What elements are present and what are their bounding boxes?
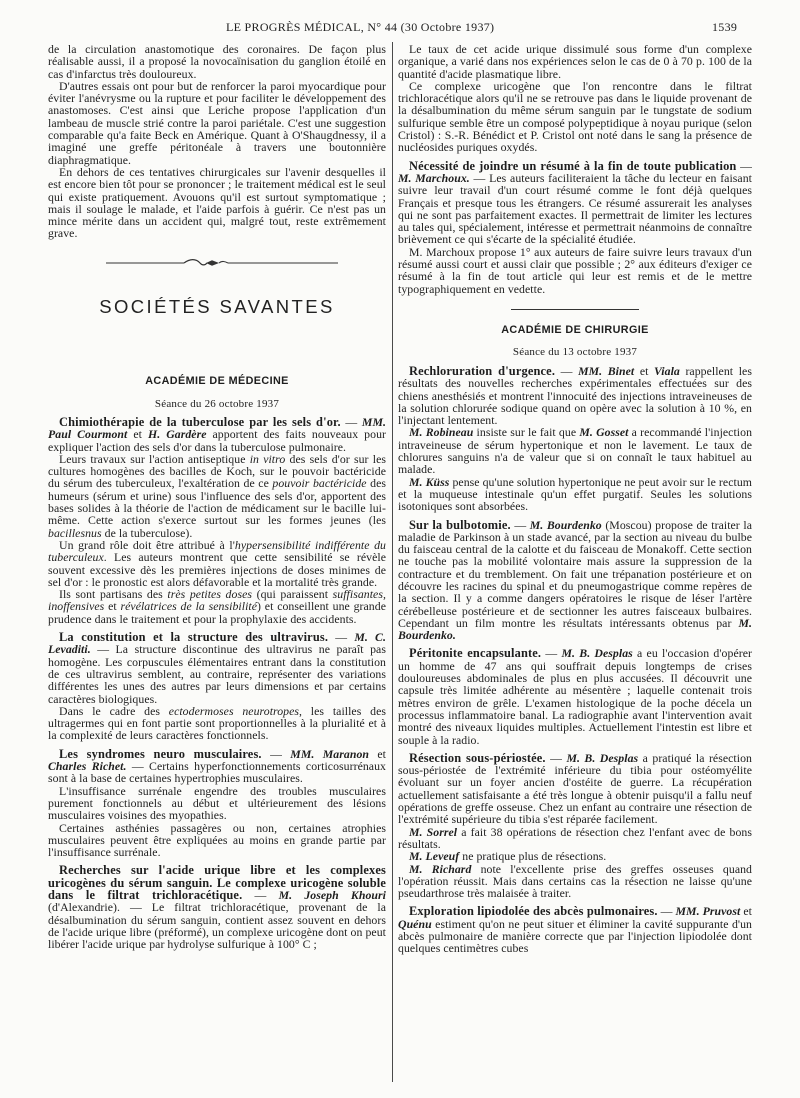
paragraph: [48, 539, 386, 588]
author-name: Viala: [654, 363, 680, 378]
paragraph: [398, 246, 752, 295]
article-title: Résection sous-périostée.: [409, 750, 546, 765]
section-title: SOCIÉTÉS SAVANTES: [99, 296, 335, 317]
paragraph-text: — La structure discontinue des ultravirus ne paraît pas homogène. Les corpuscules élémentaires entrant dans la constitution de ces ultravirus semblent, au contraire, représenter des variations différentes les unes des autres par leurs dimensions et par certains caractères biologiques.: [48, 642, 386, 706]
author-name: M. Leveuf: [409, 849, 460, 864]
paragraph: [398, 80, 752, 154]
paragraph-text: estiment qu'on ne peut situer et éliminer la cavité suppurante d'un abcès pulmonaire de manière correcte que par l'injection lipiodolée dont quelques centimètres cubes: [398, 916, 752, 956]
paragraph: [398, 752, 752, 826]
divider-flourish: [184, 260, 207, 265]
paragraph: [48, 822, 386, 859]
author-name: M. Joseph Khouri: [278, 887, 386, 902]
paragraph: [48, 705, 386, 742]
paragraph-text: . Les auteurs montrent que cette sensibilité se révèle souvent excessive dès les premières injections de doses minimes de sel d'or : le pronostic est alors défavorable et la mortalité très grande.: [48, 550, 386, 589]
paragraph-text: —: [510, 517, 530, 532]
paragraph-text: Un grand rôle doit être attribué à l': [59, 537, 235, 552]
paragraph-text: Leurs travaux sur l'action antiseptique: [59, 451, 250, 466]
paragraph-text: Ils sont partisans des: [59, 587, 168, 602]
paragraph-text: —: [328, 630, 355, 645]
author-name: MM. Binet: [578, 363, 635, 378]
author-name: M. Gosset: [579, 425, 629, 440]
paragraph-text: et: [104, 599, 121, 614]
divider-flourish: [219, 261, 228, 263]
author-name: M. Bourdenko.: [398, 615, 752, 643]
paragraph: [48, 43, 386, 80]
paragraph: [398, 863, 752, 900]
paragraph-text: En dehors de ces tentatives chirurgicales sur l'avenir desquelles il est encore bien tôt pour se prononcer ; le traitement médical est le seul qui existe pratiquement. Avouons qu'il est surtout symptomatique ; mais il soulage le malade, et l'aide parfois à guérir. Ce n'est pas un mince mérite dans un accident qui, malgré tout, reste extrêmement grave.: [48, 164, 386, 241]
emphasis-text: très petites doses: [167, 587, 253, 602]
paragraph-text: —: [736, 158, 753, 173]
paragraph-text: insiste sur le fait que: [473, 425, 580, 440]
paragraph-text: —: [340, 415, 362, 429]
paragraph-text: Le taux de cet acide urique dissimulé sous forme d'un complexe organique, a varié dans nos expériences selon le cas de 0 à 70 p. 100 de la quantité d'acide plasmatique libre.: [398, 42, 752, 81]
author-name: MM. Paul Courmont: [48, 415, 386, 442]
left-column-continuation: [48, 43, 386, 240]
emphasis-text: in vitro: [249, 451, 286, 466]
page-number: 1539: [712, 20, 738, 34]
author-name: M. Richard: [409, 861, 472, 876]
paragraph: [398, 519, 752, 642]
paragraph: [48, 80, 386, 166]
paragraph-text: (d'Alexandrie). — Le filtrat trichloracétique, provenant de la désalbumination du sérum sanguin, contient assez souvent en dehors de l'acide urique libre (préformé), un complexe uricogène dont on peut libérer l'acide urique par hydrolyse sulfurique à 100° C ;: [48, 900, 386, 952]
paragraph: [398, 905, 752, 954]
paragraph-text: et: [369, 746, 386, 761]
paragraph-text: et: [634, 363, 655, 378]
academy-heading: ACADÉMIE DE MÉDECINE: [145, 375, 289, 387]
author-name: M. B. Desplas: [561, 646, 633, 661]
author-name: M. Küss: [409, 474, 450, 489]
section-rule: [511, 309, 639, 310]
paragraph-text: des sels d'or sur les cultures homogènes des bacilles de Koch, sur le pouvoir bactéricide du sérum des tuberculeux, l'exaltération de ce: [48, 451, 387, 491]
column-rule: [392, 42, 393, 1082]
paragraph-text: a eu l'occasion d'opérer un homme de 47 ans qui souffrait depuis longtemps de crises douloureuses abdominales de plus en plus accusées. Il découvrit une capsule très limitée adhérente au mésentère ; laquelle contenait trois mètres environ de grêle. L'examen histologique de la poche décela un processus inflammatoire banal. La radiographie avant l'intervention avait montré des niveaux liquides multiples. Actuellement l'intestin est libre et souple à la radio.: [398, 646, 752, 747]
emphasis-text: suffisantes, inoffensives: [48, 587, 386, 614]
article-title: Rechloruration d'urgence.: [409, 363, 556, 378]
academy-reports: [48, 416, 386, 950]
paragraph-text: — Les auteurs faciliteraient la tâche du lecteur en faisant suivre leur travail d'un court résumé comme le font déjà quelques Français et presque tous les étrangers. Ce résumé assurerait les analyses qui ne sont pas parfaitement exactes. Il permettrait de limiter les lectures au tales qui, spécialement, intéresse et permettrait néanmoins de connaître brièvement ce qui s'écarte de la spécialité étudiée.: [398, 170, 752, 247]
author-name: M. Bourdenko: [529, 517, 602, 532]
author-name: Charles Richet.: [48, 759, 127, 774]
paragraph: [398, 43, 752, 80]
paragraph-text: —: [261, 746, 291, 761]
emphasis-text: pouvoir bactéricide: [272, 476, 367, 491]
paragraph-text: Certaines asthénies passagères ou non, certaines atrophies musculaires peuvent être expliquées au moins en grande partie par l'insuffisance surrénale.: [48, 820, 386, 860]
paragraph-text: —: [242, 887, 279, 902]
paragraph-text: —: [555, 363, 579, 378]
author-name: MM. Maranon: [290, 746, 369, 761]
paragraph: [398, 426, 752, 475]
emphasis-text: révélatrices de la sensibilité: [120, 599, 258, 614]
paragraph: [398, 826, 752, 851]
paragraph-text: a recommandé l'injection intraveineuse de sérum hypertonique et non le lavement. Le taux de chlorures sanguins n'a de valeur que si on connaît le taux habituel au malade.: [398, 425, 753, 477]
author-name: M. B. Desplas: [566, 750, 639, 765]
paragraph: [48, 631, 386, 705]
paragraph-text: de la circulation anastomotique des coronaires. De façon plus réalisable aussi, il a proposé la novocaïnisation du ganglion étoilé en cas d'infarctus très douloureux.: [48, 42, 386, 81]
paragraph-text: M. Marchoux propose 1° aux auteurs de faire suivre leurs travaux d'un résumé aussi court et aussi clair que possible ; 2° aux éditeurs d'exiger ce résumé à la fin de tout article qui leur est remis et de le mettre typographiquement en vedette.: [398, 244, 752, 296]
paragraph-text: L'insuffisance surrénale engendre des troubles musculaires purement fonctionnels au début et ultérieurement des lésions musculaires voisines des myopathies.: [48, 783, 386, 823]
academy-reports: [398, 365, 752, 955]
paragraph-text: a pratiqué la résection sous-périostée de l'extrémité inférieure du tibia pour ostéomyélite évoluant sur un foyer ancien d'ostéite de guerre. La récupération actuellement satisfaisante a été très longue à obtenir puisqu'il a fallu neuf opérations de greffe osseuse. Chez un enfant au contraire une résection de l'extrémité supérieure du tibia s'est réparée facilement.: [398, 750, 752, 827]
author-name: M. C. Levaditi.: [48, 630, 386, 657]
paragraph-text: pense qu'une solution hypertonique ne peut avoir sur le rectum et la muqueuse intestinale qu'un effet purgatif. Seules les solutions isotoniques sont absorbées.: [398, 474, 752, 514]
paragraph: [48, 453, 386, 539]
paragraph-text: a fait 38 opérations de résection chez l'enfant avec de bons résultats.: [398, 824, 752, 851]
ornamental-divider: [106, 256, 338, 270]
paragraph-text: —: [657, 904, 676, 919]
article-title: Les syndromes neuro musculaires.: [59, 746, 262, 761]
paragraph-text: (Moscou) propose de traiter la maladie de Parkinson à un stade avancé, par la section au niveau du bulbe du faisceau central de la calotte et du faisceau de Monakoff. Cette section ne touche pas la mobilité volontaire mais assure la suppression de la contracture et du tremblement. On fait une trépanation postérieure et on découvre les racines du spinal et du pneumogastrique comme repères de la section. Il y a comme dangers opératoires le risque de léser l'artère cérébelleuse postérieure et de sectionner les autres faisceaux bulbaires. Cependant un film montre les résultats intéressants obtenus par: [398, 517, 752, 630]
paragraph-text: apportent des faits nouveaux pour expliquer l'action des sels d'or dans la tuberculose pulmonaire.: [48, 427, 387, 454]
emphasis-text: hypersensibilité indifférente du tuberculeux: [48, 537, 387, 565]
article-title: Recherches sur l'acide urique libre et les complexes uricogènes du sérum sanguin. Le complexe uricogène soluble dans le filtrat trichloracétique.: [48, 863, 386, 902]
paragraph: [48, 864, 386, 950]
emphasis-text: ectodermoses neurotropes: [168, 703, 300, 718]
session-date: Séance du 26 octobre 1937: [154, 398, 280, 410]
right-column-continuation: [398, 43, 752, 295]
paragraph: [398, 160, 752, 246]
right-column: [398, 43, 752, 955]
paragraph-text: , les tailles des ultragermes qui en font partie sont proportionnelles à la plurialité et à la complexité de leurs caractères fonctionnels.: [48, 703, 386, 743]
paragraph-text: D'autres essais ont pour but de renforcer la paroi myocardique pour éviter l'anévrysme ou la rupture et pour faciliter le développement des anastomoses. C'est ainsi que Leriche propose l'application d'un lambeau de muscle strié contre la paroi pariétale. C'est une suggestion comparable qu'a faite Beck en Amérique. Quant à O'Shaugdnessy, il a imaginé une greffe péritonéale à travers une boutonnière diaphragmatique.: [48, 78, 386, 167]
paragraph-text: —: [545, 750, 567, 765]
paragraph: [48, 166, 386, 240]
paragraph-text: Ce complexe uricogène que l'on rencontre dans le filtrat trichloracétique alors qu'il ne se retrouve pas dans le liquide provenant de la désalbumination du même sérum sanguin par le tungstate de sodium sulfurique semble être un composé polypeptidique à noyau purique (selon Cristol) : S.-R. Bénédict et P. Cristol ont noté dans le sang la présence de nucléosides puriques oxydés.: [398, 78, 752, 155]
article-title: La constitution et la structure des ultravirus.: [59, 630, 329, 645]
paragraph: [48, 416, 386, 453]
paragraph-text: ) et conseillent une grande prudence dans le traitement et pour la prophylaxie des accidents.: [48, 599, 386, 626]
author-name: M. Robineau: [409, 425, 474, 440]
article-title: Sur la bulbotomie.: [409, 517, 511, 532]
session-date: Séance du 13 octobre 1937: [512, 345, 638, 358]
paragraph-text: — Certains hyperfonctionnements corticosurrénaux sont à la base de certaines hypertrophies musculaires.: [48, 759, 386, 786]
author-name: MM. Pruvost: [675, 904, 741, 919]
academy-heading: ACADÉMIE DE CHIRURGIE: [501, 323, 649, 336]
paragraph-text: de la tuberculose).: [101, 525, 193, 540]
author-name: Quénu: [398, 916, 432, 931]
paragraph-text: Dans le cadre des: [59, 703, 169, 718]
paragraph-text: et: [127, 427, 148, 442]
paragraph: [48, 588, 386, 625]
paragraph: [48, 748, 386, 785]
author-name: M. Marchoux.: [398, 170, 470, 185]
paragraph: [398, 365, 752, 426]
divider-diamond: [206, 260, 219, 265]
paragraph-text: —: [541, 646, 562, 661]
paragraph-text: et: [740, 904, 752, 919]
paragraph: [48, 785, 386, 822]
emphasis-text: bacillesnus: [48, 525, 102, 540]
article-title: Péritonite encapsulante.: [409, 646, 542, 661]
paragraph-text: ne pratique plus de résections.: [459, 849, 607, 864]
paragraph-text: (qui paraissent: [252, 587, 333, 602]
paragraph-text: des humeurs (sérum et urine) sous l'influence des sels d'or, apportent des bases solides à la théorie de l'action de médicament sur le bacille lui-même. Cette action s'exerce surtout sur les formes jeunes (les: [48, 476, 386, 528]
article-title: Nécessité de joindre un résumé à la fin de toute publication: [409, 158, 737, 173]
running-head: LE PROGRÈS MÉDICAL, N° 44 (30 Octobre 1937): [226, 20, 495, 34]
paragraph-text: note l'excellente prise des greffes osseuses quand l'opération réussit. Mais dans certains cas la résection ne laisse qu'une pseudarthrose très malaisée à traiter.: [398, 861, 753, 901]
paragraph: [398, 476, 752, 513]
author-name: M. Sorrel: [409, 824, 458, 839]
article-title: Chimiothérapie de la tuberculose par les sels d'or.: [59, 415, 341, 429]
article-title: Exploration lipiodolée des abcès pulmonaires.: [409, 904, 658, 919]
paragraph-text: rappellent les résultats des nouvelles recherches expérimentales effectuées sur des chiens anesthésiés et montrent l'innocuité des injections intraveineuses de la solution chlorurée sodique quand on opère avec la solution à 10 %, en l'injectant lentement.: [398, 363, 752, 428]
author-name: H. Gardère: [147, 427, 207, 442]
paragraph: [398, 647, 752, 745]
